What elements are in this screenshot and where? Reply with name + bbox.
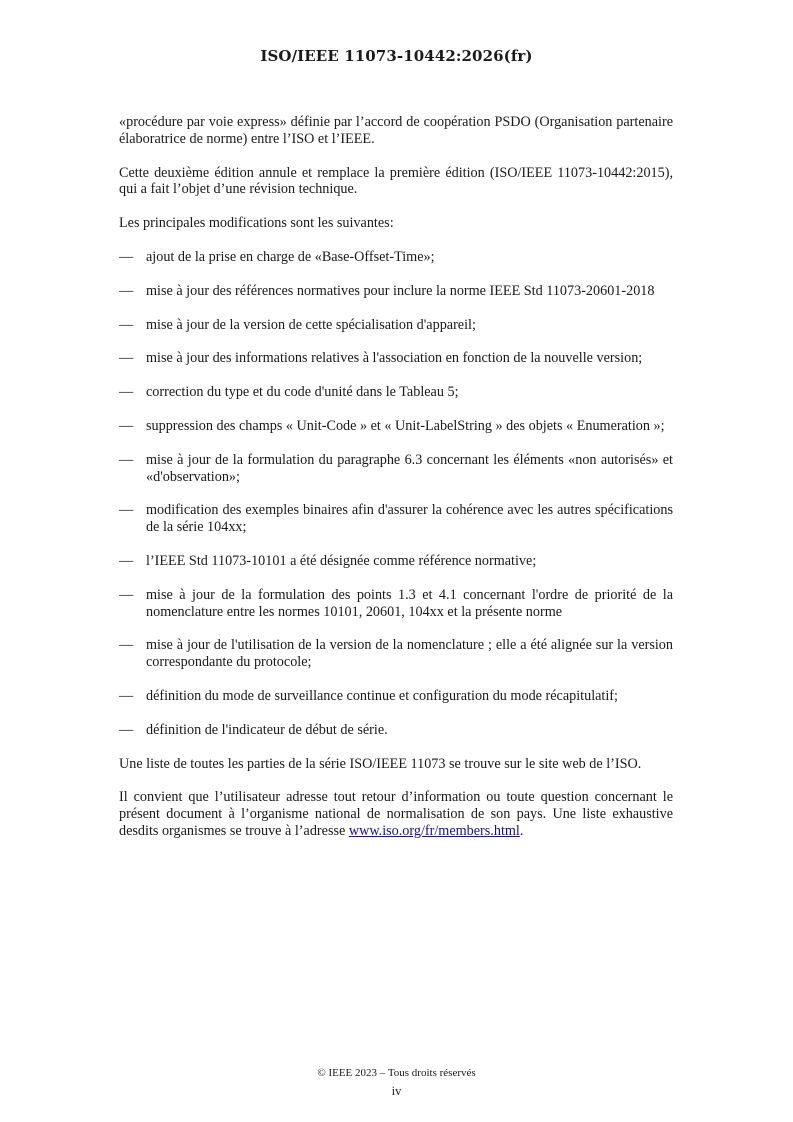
list-item [119, 384, 673, 401]
list-dash: — [119, 417, 134, 434]
list-item-text: définition de l'indicateur de début de série. [146, 721, 388, 738]
list-item [119, 688, 673, 705]
feedback-text: Il convient que l’utilisateur adresse tout retour d’information ou toute question concernant le présent document à l’organisme national de normalisation de son pays. Une liste exhaustive desdits organismes se trouve à l’adresse [119, 789, 673, 839]
intro-paragraph: «procédure par voie express» définie par l’accord de coopération PSDO (Organisation partenaire élaboratrice de norme) entre l’ISO et l’IEEE. [119, 114, 673, 147]
list-dash: — [119, 637, 134, 654]
list-item-text: ajout de la prise en charge de «Base-Offset-Time»; [146, 248, 435, 265]
page-number: iv [391, 1084, 402, 1098]
list-item-text: mise à jour de la version de cette spécialisation d'appareil; [146, 316, 476, 333]
list-item [119, 317, 673, 334]
members-link[interactable]: www.iso.org/fr/members.html [348, 822, 520, 839]
list-dash: — [119, 248, 134, 265]
document-header-title: ISO/IEEE 11073-10442:2026(fr) [260, 47, 533, 65]
list-item [119, 249, 673, 266]
edition-paragraph: Cette deuxième édition annule et remplace la première édition (ISO/IEEE 11073-10442:2015), qui a fait l’objet d’une révision technique. [119, 164, 673, 198]
changes-intro: Les principales modifications sont les suivantes: [119, 215, 394, 232]
list-item-text: mise à jour des informations relatives à l'association en fonction de la nouvelle version; [146, 350, 643, 367]
list-item [119, 502, 673, 536]
list-item-text: mise à jour de l'utilisation de la version de la nomenclature ; elle a été alignée sur la version correspondante du protocole; [146, 637, 673, 671]
list-dash: — [119, 721, 134, 738]
list-item [119, 452, 673, 486]
list-item [119, 350, 673, 367]
list-item-text: l’IEEE Std 11073-10101 a été désignée comme référence normative; [146, 552, 537, 569]
feedback-end: . [519, 822, 524, 839]
list-item-text: mise à jour de la formulation du paragraphe 6.3 concernant les éléments «non autorisés» et «d'observation»; [146, 451, 673, 485]
list-item [119, 553, 673, 570]
changes-list [119, 249, 673, 739]
list-item-text: mise à jour des références normatives pour inclure la norme IEEE Std 11073-20601-2018 [146, 282, 655, 299]
list-item-text: modification des exemples binaires afin d'assurer la cohérence avec les autres spécifications de la série 104xx; [146, 502, 673, 536]
copyright-notice: © IEEE 2023 – Tous droits réservés [317, 1067, 476, 1079]
list-dash: — [119, 384, 134, 401]
list-item-text: suppression des champs « Unit-Code » et « Unit-LabelString » des objets « Enumeration »; [146, 417, 665, 434]
list-dash: — [119, 586, 134, 603]
list-item [119, 283, 673, 300]
list-item-text: mise à jour de la formulation des points 1.3 et 4.1 concernant l'ordre de priorité de la nomenclature entre les normes 10101, 20601, 104xx et la présente norme [146, 586, 673, 620]
list-dash: — [119, 451, 134, 468]
list-dash: — [119, 350, 134, 367]
list-item [119, 637, 673, 671]
feedback-paragraph [119, 789, 673, 839]
list-dash: — [119, 282, 134, 299]
list-item [119, 418, 673, 435]
list-item-text: définition du mode de surveillance continue et configuration du mode récapitulatif; [146, 687, 618, 704]
list-item [119, 587, 673, 621]
list-item-text: correction du type et du code d'unité dans le Tableau 5; [146, 384, 459, 401]
list-dash: — [119, 316, 134, 333]
document-body [119, 114, 673, 857]
list-dash: — [119, 552, 134, 569]
list-dash: — [119, 687, 134, 704]
list-item [119, 722, 673, 739]
list-dash: — [119, 502, 134, 519]
series-list-paragraph: Une liste de toutes les parties de la série ISO/IEEE 11073 se trouve sur le site web de l’ISO. [119, 755, 642, 772]
